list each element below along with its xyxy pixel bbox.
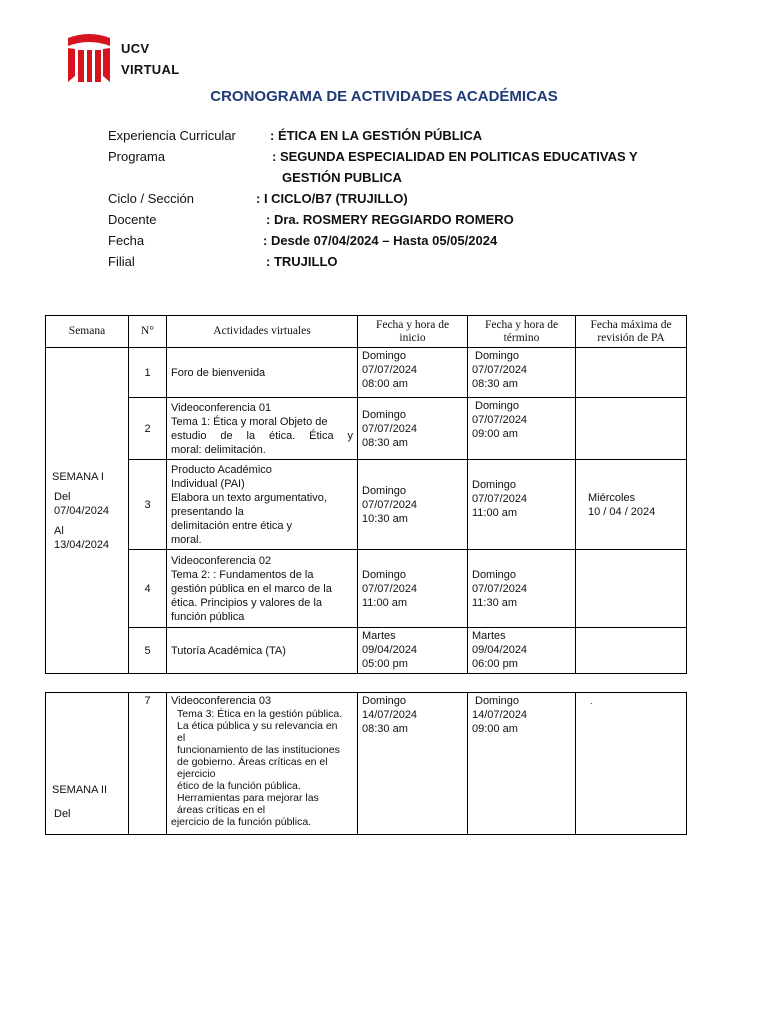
header-fecha-termino: Fecha y hora de término — [468, 316, 576, 348]
logo-text — [121, 38, 179, 80]
row-4-review — [576, 550, 687, 628]
row-1-review — [576, 348, 687, 398]
docente-value: : Dra. ROSMERY REGGIARDO ROMERO — [266, 212, 514, 227]
fecha-label: Fecha — [108, 233, 145, 248]
row-1-end-date: 07/07/2024 — [472, 364, 528, 376]
row-2-start — [358, 398, 468, 460]
semana-2-label: SEMANA II — [52, 784, 108, 796]
semana-1-del-date: 07/04/2024 — [54, 504, 110, 517]
row-7-review — [576, 693, 687, 835]
row-4-activity — [167, 550, 358, 628]
filial-label: Filial — [108, 254, 135, 269]
row-1-end — [468, 348, 576, 398]
row-3-review-day: Miércoles — [588, 491, 636, 504]
ucv-shield-icon — [66, 32, 112, 84]
row-5-review — [576, 628, 687, 674]
fecha-value: : Desde 07/04/2024 – Hasta 05/05/2024 — [263, 233, 498, 248]
table-row — [46, 693, 687, 835]
row-1-start-date: 07/07/2024 — [362, 364, 418, 376]
logo-line-2: VIRTUAL — [121, 62, 180, 77]
row-1-start-day: Domingo — [362, 350, 407, 362]
row-7-review-mark: . — [590, 696, 593, 706]
row-3-start-day: Domingo — [362, 484, 407, 497]
row-3-end — [468, 460, 576, 550]
row-3-end-day: Domingo — [472, 479, 517, 491]
row-4-end — [468, 550, 576, 628]
row-7-activity-line: de gobierno. Áreas críticas en el — [177, 756, 328, 768]
row-7-activity-line: Herramientas para mejorar las — [177, 792, 319, 804]
row-1-start-time: 08:00 am — [362, 378, 408, 390]
header-fecha-inicio: Fecha y hora de inicio — [358, 316, 468, 348]
row-4-activity-line: Tema 2: : Fundamentos de la — [171, 568, 314, 581]
row-2-activity — [167, 398, 358, 460]
row-5-start — [358, 628, 468, 674]
row-3-start — [358, 460, 468, 550]
row-3-activity-title: Producto Académico — [171, 463, 272, 476]
programa-label: Programa — [108, 149, 166, 164]
semana-2-del: Del — [54, 808, 71, 820]
row-4-activity-line: ética. Principios y valores de la — [171, 596, 323, 609]
row-2-activity-title: Videoconferencia 01 — [171, 401, 272, 414]
row-3-start-time: 10:30 am — [362, 512, 408, 525]
schedule-table-week-1 — [45, 315, 687, 674]
row-2-review — [576, 398, 687, 460]
semana-1-cell — [46, 348, 129, 674]
row-2-activity-line: estudio de la ética. Ética y — [171, 429, 353, 442]
row-3-end-date: 07/07/2024 — [472, 493, 528, 505]
row-2-start-time: 08:30 am — [362, 436, 408, 449]
row-2-end-day: Domingo — [475, 400, 520, 412]
row-2-start-day: Domingo — [362, 408, 407, 421]
semana-1-del: Del — [54, 490, 71, 503]
curricular-label: Experiencia Curricular — [108, 128, 236, 143]
row-2-num: 2 — [129, 398, 167, 460]
row-7-activity-line: ejercicio — [177, 768, 216, 780]
row-1-activity — [167, 348, 358, 398]
row-5-start-time: 05:00 pm — [362, 658, 408, 670]
row-3-num: 3 — [129, 460, 167, 550]
row-4-end-day: Domingo — [472, 568, 517, 581]
page-title: CRONOGRAMA DE ACTIVIDADES ACADÉMICAS — [210, 88, 558, 105]
row-4-activity-line: función pública — [171, 610, 245, 623]
programa-value: : SEGUNDA ESPECIALIDAD EN POLITICAS EDUCATIVAS Y — [272, 149, 638, 164]
row-3-activity — [167, 460, 358, 550]
row-7-activity-line: áreas críticas en el — [177, 804, 266, 816]
row-3-end-time: 11:00 am — [472, 507, 518, 519]
docente-label: Docente — [108, 212, 157, 227]
row-3-start-date: 07/07/2024 — [362, 498, 418, 511]
row-3-activity-line: presentando la — [171, 505, 244, 518]
logo-line-1: UCV — [121, 41, 150, 56]
semana-1-al-date: 13/04/2024 — [54, 538, 110, 551]
row-2-end — [468, 398, 576, 460]
row-7-activity-line: ético de la función pública. — [177, 780, 301, 792]
row-2-end-time: 09:00 am — [472, 428, 518, 440]
row-5-start-day: Martes — [362, 630, 396, 642]
row-7-activity-last-line: ejercicio de la función pública. — [171, 816, 312, 828]
row-4-start-date: 07/07/2024 — [362, 582, 418, 595]
row-5-end — [468, 628, 576, 674]
row-5-activity — [167, 628, 358, 674]
semana-2-cell — [46, 693, 129, 835]
ciclo-value: : I CICLO/B7 (TRUJILLO) — [256, 191, 408, 206]
row-5-start-date: 09/04/2024 — [362, 644, 418, 656]
table-row — [46, 460, 687, 550]
row-4-num: 4 — [129, 550, 167, 628]
row-3-activity-line: Elabora un texto argumentativo, — [171, 491, 327, 504]
row-7-start — [358, 693, 468, 835]
row-7-end-time: 09:00 am — [472, 723, 518, 735]
row-4-start-day: Domingo — [362, 568, 407, 581]
row-3-review-date: 10 / 04 / 2024 — [588, 505, 656, 518]
table-header-row — [46, 316, 687, 348]
semana-1-al: Al — [54, 524, 64, 537]
row-7-num: 7 — [129, 693, 167, 835]
row-5-end-time: 06:00 pm — [472, 658, 518, 670]
row-3-activity-line: moral. — [171, 533, 202, 546]
header-actividades: Actividades virtuales — [167, 316, 358, 348]
row-1-activity-line: Foro de bienvenida — [171, 366, 266, 379]
row-4-end-date: 07/07/2024 — [472, 582, 528, 595]
row-2-activity-line: moral: delimitación. — [171, 443, 266, 456]
row-1-end-day: Domingo — [475, 350, 520, 362]
row-1-start — [358, 348, 468, 398]
row-2-end-date: 07/07/2024 — [472, 414, 528, 426]
row-7-start-day: Domingo — [362, 695, 407, 707]
curricular-value: : ÉTICA EN LA GESTIÓN PÚBLICA — [270, 128, 483, 143]
row-3-activity-line: delimitación entre ética y — [171, 519, 293, 532]
row-2-activity-line: Tema 1: Ética y moral Objeto de — [171, 415, 328, 428]
row-7-activity-line: La ética pública y su relevancia en — [177, 720, 338, 732]
table-row — [46, 628, 687, 674]
semana-1-label: SEMANA I — [52, 470, 104, 483]
header-fecha-revision: Fecha máxima de revisión de PA — [576, 316, 687, 348]
row-7-activity-line: el — [177, 732, 186, 744]
row-7-end-day: Domingo — [475, 695, 520, 707]
ciclo-label: Ciclo / Sección — [108, 191, 194, 206]
header-numero: N° — [129, 316, 167, 348]
table-row — [46, 398, 687, 460]
row-7-end-date: 14/07/2024 — [472, 709, 528, 721]
table-row — [46, 550, 687, 628]
row-4-activity-line: gestión pública en el marco de la — [171, 582, 332, 595]
programa-value-continued: GESTIÓN PUBLICA — [282, 170, 402, 185]
filial-value: : TRUJILLO — [266, 254, 338, 269]
row-7-activity — [167, 693, 358, 835]
row-5-activity-line: Tutoría Académica (TA) — [171, 644, 286, 657]
schedule-table-week-2 — [45, 692, 687, 835]
row-3-activity-subtitle: Individual (PAI) — [171, 477, 245, 490]
row-3-review — [576, 460, 687, 550]
row-1-end-time: 08:30 am — [472, 378, 518, 390]
row-5-end-date: 09/04/2024 — [472, 644, 528, 656]
row-4-end-time: 11:30 am — [472, 596, 518, 609]
row-5-end-day: Martes — [472, 630, 506, 642]
row-1-num: 1 — [129, 348, 167, 398]
row-2-start-date: 07/07/2024 — [362, 422, 418, 435]
ucv-virtual-logo — [66, 32, 186, 88]
row-7-start-date: 14/07/2024 — [362, 709, 418, 721]
row-7-activity-title: Videoconferencia 03 — [171, 695, 272, 707]
row-7-activity-line: funcionamiento de las instituciones — [177, 744, 340, 756]
row-4-activity-title: Videoconferencia 02 — [171, 554, 272, 567]
table-row — [46, 348, 687, 398]
row-4-start — [358, 550, 468, 628]
row-7-start-time: 08:30 am — [362, 723, 408, 735]
row-7-activity-line: Tema 3: Ética en la gestión pública. — [177, 708, 343, 720]
row-7-end — [468, 693, 576, 835]
row-5-num: 5 — [129, 628, 167, 674]
row-4-start-time: 11:00 am — [362, 596, 408, 609]
header-semana: Semana — [46, 316, 129, 348]
